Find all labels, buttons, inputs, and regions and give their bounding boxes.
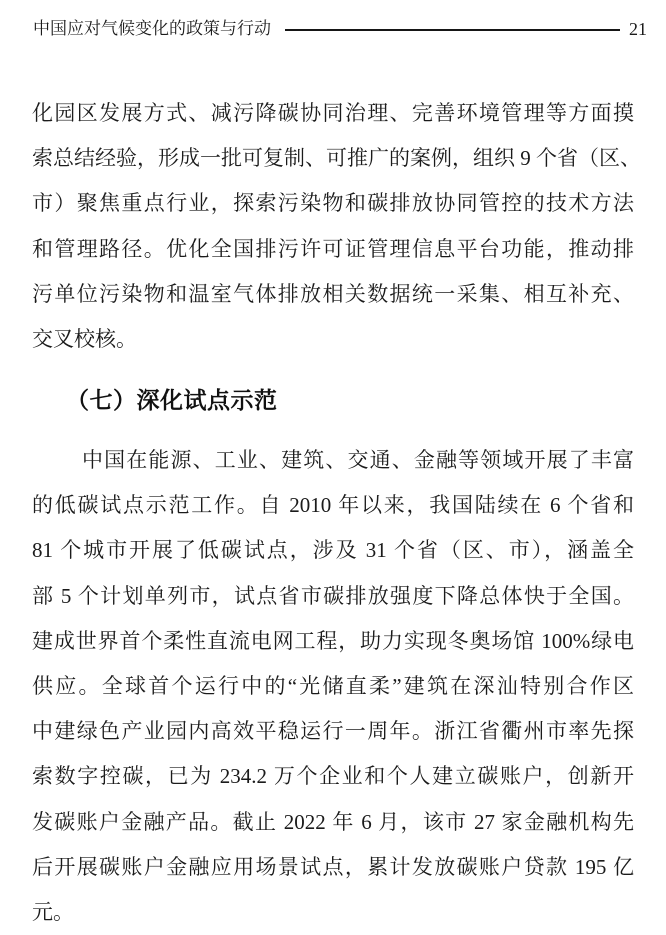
text-line: 污单位污染物和温室气体排放相关数据统一采集、相互补充、	[32, 281, 634, 306]
text-line: 化园区发展方式、减污降碳协同治理、完善环境管理等方面摸	[32, 101, 634, 125]
paragraph-low-carbon-pilots	[32, 438, 634, 935]
page-header	[33, 14, 647, 44]
paragraph-pollution-carbon-synergy	[32, 91, 641, 362]
text-line: 索数字控碳，已为 234.2 万个企业和个人建立碳账户，创新开	[32, 764, 634, 789]
text-line: 部 5 个计划单列市，试点省市碳排放强度下降总体快于全国。	[32, 583, 634, 608]
text-line: 中国在能源、工业、建筑、交通、金融等领域开展了丰富	[82, 448, 634, 472]
text-line: 中建绿色产业园内高效平稳运行一周年。浙江省衢州市率先探	[32, 719, 634, 744]
page-number: 21	[629, 19, 647, 39]
text-line: 后开展碳账户金融应用场景试点，累计发放碳账户贷款 195 亿	[32, 854, 634, 879]
text-line: 市）聚焦重点行业，探索污染物和碳排放协同管控的技术方法	[32, 191, 634, 216]
text-line: 元。	[32, 899, 74, 924]
text-line: 的低碳试点示范工作。自 2010 年以来，我国陆续在 6 个省和	[32, 493, 634, 518]
text-line: 发碳账户金融产品。截止 2022 年 6 月，该市 27 家金融机构先	[32, 809, 634, 834]
text-line: 供应。全球首个运行中的“光储直柔”建筑在深汕特别合作区	[32, 673, 634, 698]
section-heading-pilot-demonstration: （七）深化试点示范	[66, 387, 278, 413]
text-line: 和管理路径。优化全国排污许可证管理信息平台功能，推动排	[32, 236, 634, 261]
text-line: 索总结经验，形成一批可复制、可推广的案例，组织 9 个省（区、	[32, 146, 641, 171]
text-line: 81 个城市开展了低碳试点，涉及 31 个省（区、市），涵盖全	[32, 538, 634, 563]
text-line: 建成世界首个柔性直流电网工程，助力实现冬奥场馆 100%绿电	[32, 628, 634, 653]
header-rule	[285, 29, 620, 31]
running-header-title: 中国应对气候变化的政策与行动	[33, 18, 271, 38]
text-line: 交叉校核。	[32, 326, 137, 351]
